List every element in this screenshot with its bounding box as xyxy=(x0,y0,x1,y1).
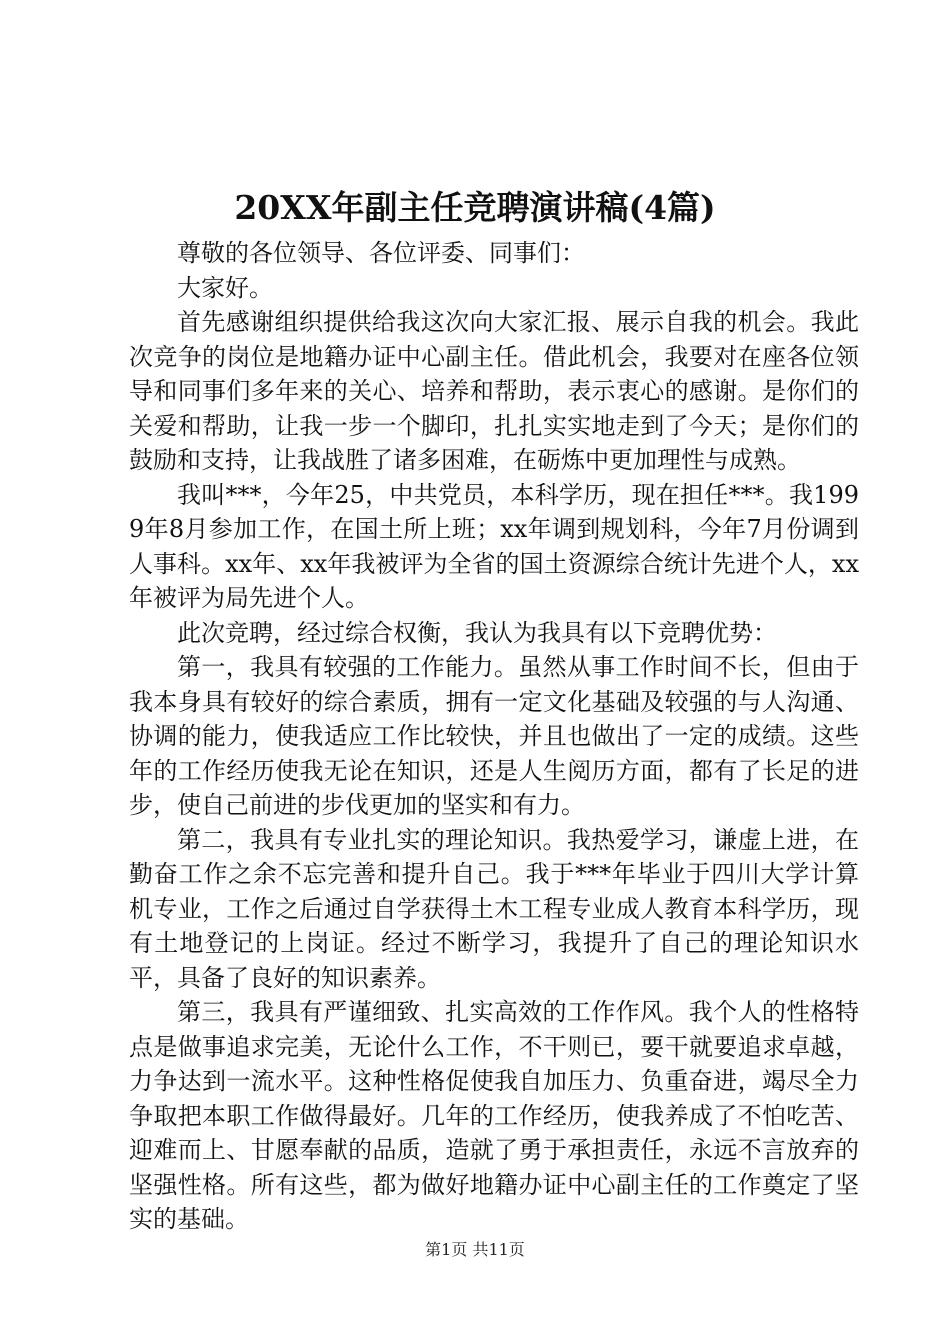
document-body xyxy=(129,236,859,1237)
greeting-paragraph: 大家好。 xyxy=(177,273,273,302)
body-paragraph: 此次竞聘，经过综合权衡，我认为我具有以下竞聘优势： xyxy=(177,618,777,647)
page-footer: 第1页 共11页 xyxy=(425,1240,525,1259)
body-paragraph: 第二，我具有专业扎实的理论知识。我热爱学习，谦虚上进，在勤奋工作之余不忘完善和提升自己。我于***年毕业于四川大学计算机专业，工作之后通过自学获得土木工程专业成人教育本科学历，现有土地登记的上岗证。经过不断学习，我提升了自己的理论知识水平，具备了良好的知识素养。 xyxy=(129,825,859,992)
body-paragraph: 第一，我具有较强的工作能力。虽然从事工作时间不长，但由于我本身具有较好的综合素质，拥有一定文化基础及较强的与人沟通、协调的能力，使我适应工作比较快，并且也做出了一定的成绩。这些年的工作经历使我无论在知识，还是人生阅历方面，都有了长足的进步，使自己前进的步伐更加的坚实和有力。 xyxy=(129,653,859,819)
body-paragraph: 我叫***，今年25，中共党员，本科学历，现在担任***。我1999年8月参加工作，在国土所上班；xx年调到规划科，今年7月份调到人事科。xx年、xx年我被评为全省的国土资源综合统计先进个人，xx年被评为局先进个人。 xyxy=(129,480,859,612)
document-title: 20XX年副主任竞聘演讲稿(4篇) xyxy=(234,188,716,227)
body-paragraph: 首先感谢组织提供给我这次向大家汇报、展示自我的机会。我此次竞争的岗位是地籍办证中心副主任。借此机会，我要对在座各位领导和同事们多年来的关心、培养和帮助，表示衷心的感谢。是你们的关爱和帮助，让我一步一个脚印，扎扎实实地走到了今天；是你们的鼓励和支持，让我战胜了诸多困难，在砺炼中更加理性与成熟。 xyxy=(129,308,859,474)
salutation-paragraph: 尊敬的各位领导、各位评委、同事们： xyxy=(177,239,585,267)
body-paragraph: 第三，我具有严谨细致、扎实高效的工作作风。我个人的性格特点是做事追求完美，无论什么工作，不干则已，要干就要追求卓越，力争达到一流水平。这种性格促使我自加压力、负重奋进，竭尽全力争取把本职工作做得最好。几年的工作经历，使我养成了不怕吃苦、迎难而上、甘愿奉献的品质，造就了勇于承担责任，永远不言放弃的坚强性格。所有这些，都为做好地籍办证中心副主任的工作奠定了坚实的基础。 xyxy=(129,998,859,1233)
